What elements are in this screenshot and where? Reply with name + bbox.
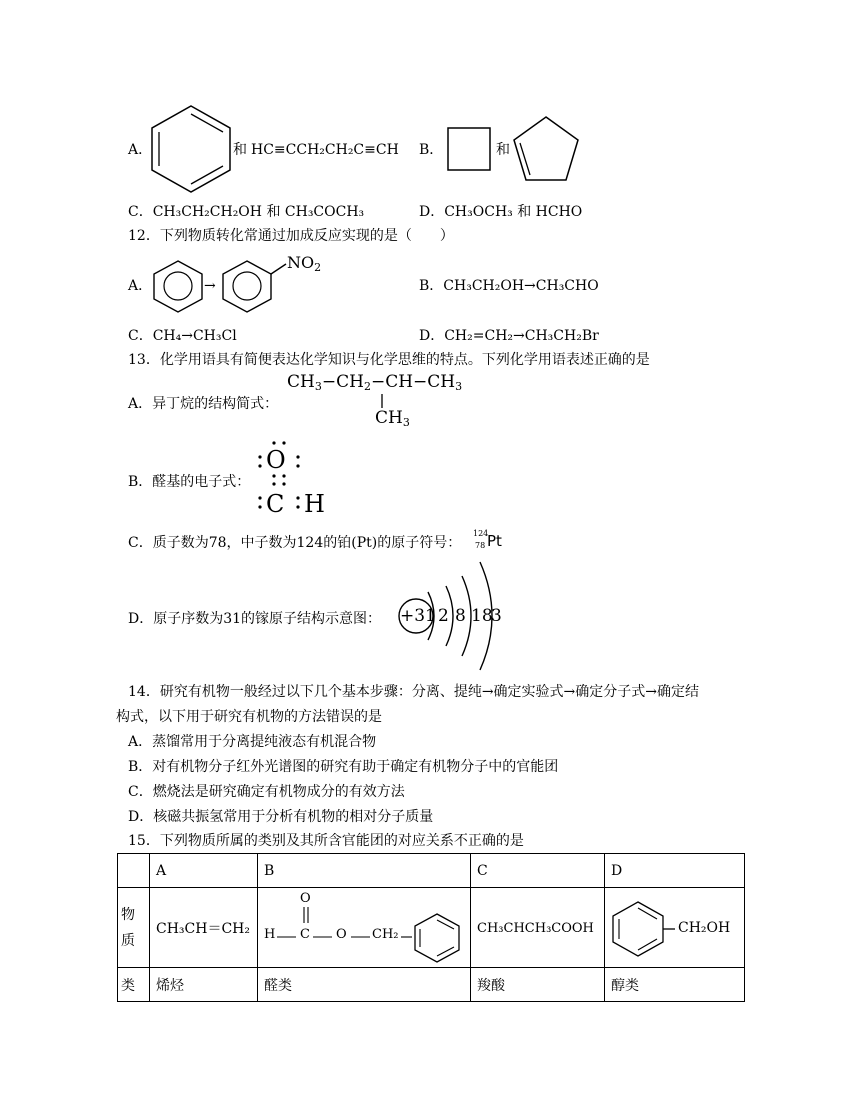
benzene-structure — [150, 104, 232, 190]
q12-option-a-label: A． — [128, 278, 153, 294]
q11-option-a-alkyne: HC≡CCH₂CH₂C≡CH — [251, 142, 399, 158]
cyclobutane-structure — [447, 127, 492, 172]
benzene-ring-d — [611, 901, 673, 957]
platinum-symbol: Pt — [487, 532, 502, 550]
substance-a: CH₃CH＝CH₂ — [150, 888, 258, 968]
header-b: B — [258, 854, 471, 888]
q12-option-c: C．CH₄→CH₃Cl — [128, 328, 237, 344]
q14-option-b: B．对有机物分子红外光谱图的研究有助于确定有机物分子中的官能团 — [128, 759, 559, 775]
q11-option-d: D．CH₃OCH₃ 和 HCHO — [419, 204, 583, 220]
shell-1-electrons: 2 — [438, 606, 449, 626]
q13-option-c-text: C．质子数为78，中子数为124的铂(Pt)的原子符号： — [128, 535, 462, 551]
substance-b: O H C O CH₂ — [258, 888, 471, 968]
q14-stem-line1: 14．研究有机物一般经过以下几个基本步骤：分离、提纯→确定实验式→确定分子式→确定结 — [128, 684, 700, 700]
classification-table — [117, 853, 745, 1002]
isobutane-formula: $CH_3-CH_2-CH-CH_3$ — [287, 372, 463, 393]
class-d: 醇类 — [605, 968, 745, 1002]
class-a: 烯烃 — [150, 968, 258, 1002]
q13-option-d-text: D．原子序数为31的镓原子结构示意图： — [128, 611, 382, 627]
shell-3-electrons: 18 — [471, 606, 493, 626]
q11-option-b-and: 和 — [496, 142, 510, 158]
benzene-ring-b — [412, 913, 462, 963]
q14-stem-line2: 构式，以下用于研究有机物的方法错误的是 — [116, 709, 382, 725]
q11-option-a-and: 和 — [233, 142, 247, 158]
row-label-substance: 物质 — [118, 888, 150, 968]
q14-option-a: A．蒸馏常用于分离提纯液态有机混合物 — [128, 734, 377, 750]
mass-number: 124 — [473, 529, 489, 538]
q15-stem: 15．下列物质所属的类别及其所含官能团的对应关系不正确的是 — [128, 833, 524, 849]
row-label-class: 类 — [118, 968, 150, 1002]
q14-option-d: D．核磁共振氢常用于分析有机物的相对分子质量 — [128, 809, 434, 825]
shell-4-electrons: 3 — [491, 606, 502, 626]
cyclopentene-structure — [510, 115, 582, 185]
header-c: C — [471, 854, 605, 888]
oxygen-atom: O — [266, 446, 286, 474]
reaction-arrow: → — [204, 278, 216, 294]
q13-stem: 13．化学用语具有简便表达化学知识与化学思维的特点。下列化学用语表述正确的是 — [128, 352, 650, 368]
q12-stem: 12．下列物质转化常通过加成反应实现的是（ ） — [128, 228, 454, 244]
header-a: A — [150, 854, 258, 888]
substance-d: CH₂OH — [605, 888, 745, 968]
q11-option-c: C．CH₃CH₂CH₂OH 和 CH₃COCH₃ — [128, 204, 365, 220]
header-d: D — [605, 854, 745, 888]
q14-option-c: C．燃烧法是研究确定有机物成分的有效方法 — [128, 784, 405, 800]
class-b: 醛类 — [258, 968, 471, 1002]
nucleus-charge: +31 — [400, 606, 436, 626]
substance-c: CH₃CHCH₃COOH — [471, 888, 605, 968]
q13-option-b-label: B．醛基的电子式： — [128, 474, 251, 490]
class-c: 羧酸 — [471, 968, 605, 1002]
benzene-reactant — [152, 259, 204, 313]
q13-option-a-label: A．异丁烷的结构简式： — [128, 396, 279, 412]
shell-2-electrons: 8 — [455, 606, 466, 626]
q11-option-b-label: B． — [419, 142, 444, 158]
table-corner-cell — [118, 854, 150, 888]
q11-option-a-label: A． — [128, 142, 153, 158]
carbon-atom: C — [266, 490, 285, 518]
atomic-number: 78 — [475, 541, 486, 550]
hydrogen-atom: H — [304, 490, 325, 518]
nitro-group: $NO_2$ — [287, 253, 322, 274]
isobutane-methyl-branch: $CH_3$ — [375, 408, 410, 429]
q12-option-d: D．CH₂=CH₂→CH₃CH₂Br — [419, 328, 599, 344]
q12-option-b: B．CH₃CH₂OH→CH₃CHO — [419, 278, 599, 294]
